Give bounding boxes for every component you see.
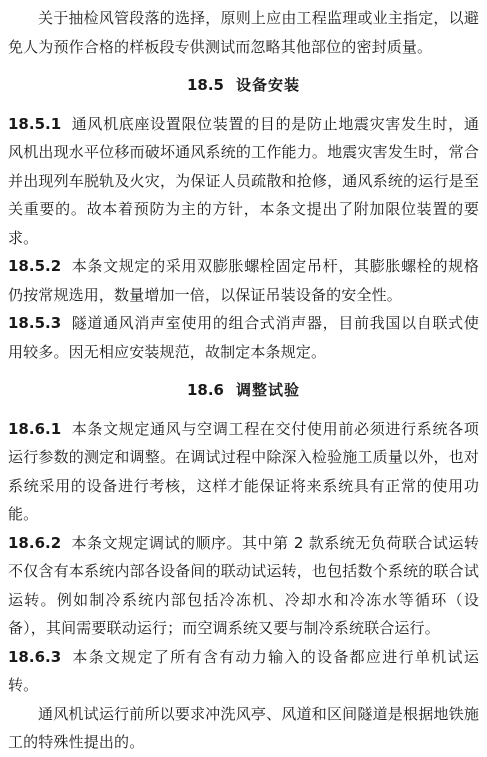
clause-text: 隧道通风消声室使用的组合式消声器，目前我国以自联式使用较多。因无相应安装规范，故制定本条规定。 xyxy=(8,314,479,361)
closing-paragraph: 通风机试运行前所以要求冲洗风亭、风道和区间隧道是根据地铁施工的特殊性提出的。 xyxy=(8,704,479,751)
clause-18-6-1 xyxy=(8,415,479,529)
clause-text: 本条文规定的采用双膨胀螺栓固定吊杆，其膨胀螺栓的规格仍按常规选用，数量增加一倍，以保证吊装设备的安全性。 xyxy=(8,257,479,304)
section-number: 18.5 xyxy=(186,76,224,94)
clause-number: 18.5.3 xyxy=(8,314,62,332)
clause-18-5-2 xyxy=(8,252,479,309)
clause-18-6-2 xyxy=(8,529,479,643)
section-title: 设备安装 xyxy=(236,76,301,94)
intro-paragraph: 关于抽检风管段落的选择，原则上应由工程监理或业主指定，以避免人为预作合格的样板段专供测试而忽略其他部位的密封质量。 xyxy=(8,9,479,56)
section-heading-18-6 xyxy=(8,376,479,405)
clause-number: 18.6.3 xyxy=(8,647,62,666)
section-number: 18.6 xyxy=(186,381,224,399)
clause-text: 通风机底座设置限位装置的目的是防止地震灾害发生时，通风机出现水平位移而破坏通风系统的工作能力。地震灾害发生时，常合并出现列车脱轨及火灾，为保证人员疏散和抢修，通风系统的运行是至关重要的。故本着预防为主的方针，本条文提出了附加限位装置的要求。 xyxy=(8,114,479,247)
clause-text: 本条文规定调试的顺序。其中第 2 款系统无负荷联合试运转不仅含有本系统内部各设备间的联动试运转，也包括数个系统的联合试运转。例如制冷系统内部包括冷冻机、冷却水和冷冻水等循环（设备），其间需要联动运行；而空调系统又要与制冷系统联合运行。 xyxy=(8,533,479,637)
section-heading-18-5 xyxy=(8,71,479,100)
clause-number: 18.6.2 xyxy=(8,533,62,552)
clause-text: 本条文规定通风与空调工程在交付使用前必须进行系统各项运行参数的测定和调整。在调试过程中除深入检验施工质量以外，也对系统采用的设备进行考核，这样才能保证将来系统具有正常的使用功能。 xyxy=(8,419,479,523)
clause-number: 18.6.1 xyxy=(8,419,62,438)
clause-18-6-3 xyxy=(8,643,479,700)
section-title: 调整试验 xyxy=(236,381,301,399)
clause-number: 18.5.1 xyxy=(8,114,62,133)
clause-number: 18.5.2 xyxy=(8,257,62,275)
clause-18-5-1 xyxy=(8,110,479,253)
clause-18-5-3 xyxy=(8,309,479,366)
clause-text: 本条文规定了所有含有动力输入的设备都应进行单机试运转。 xyxy=(8,647,479,694)
